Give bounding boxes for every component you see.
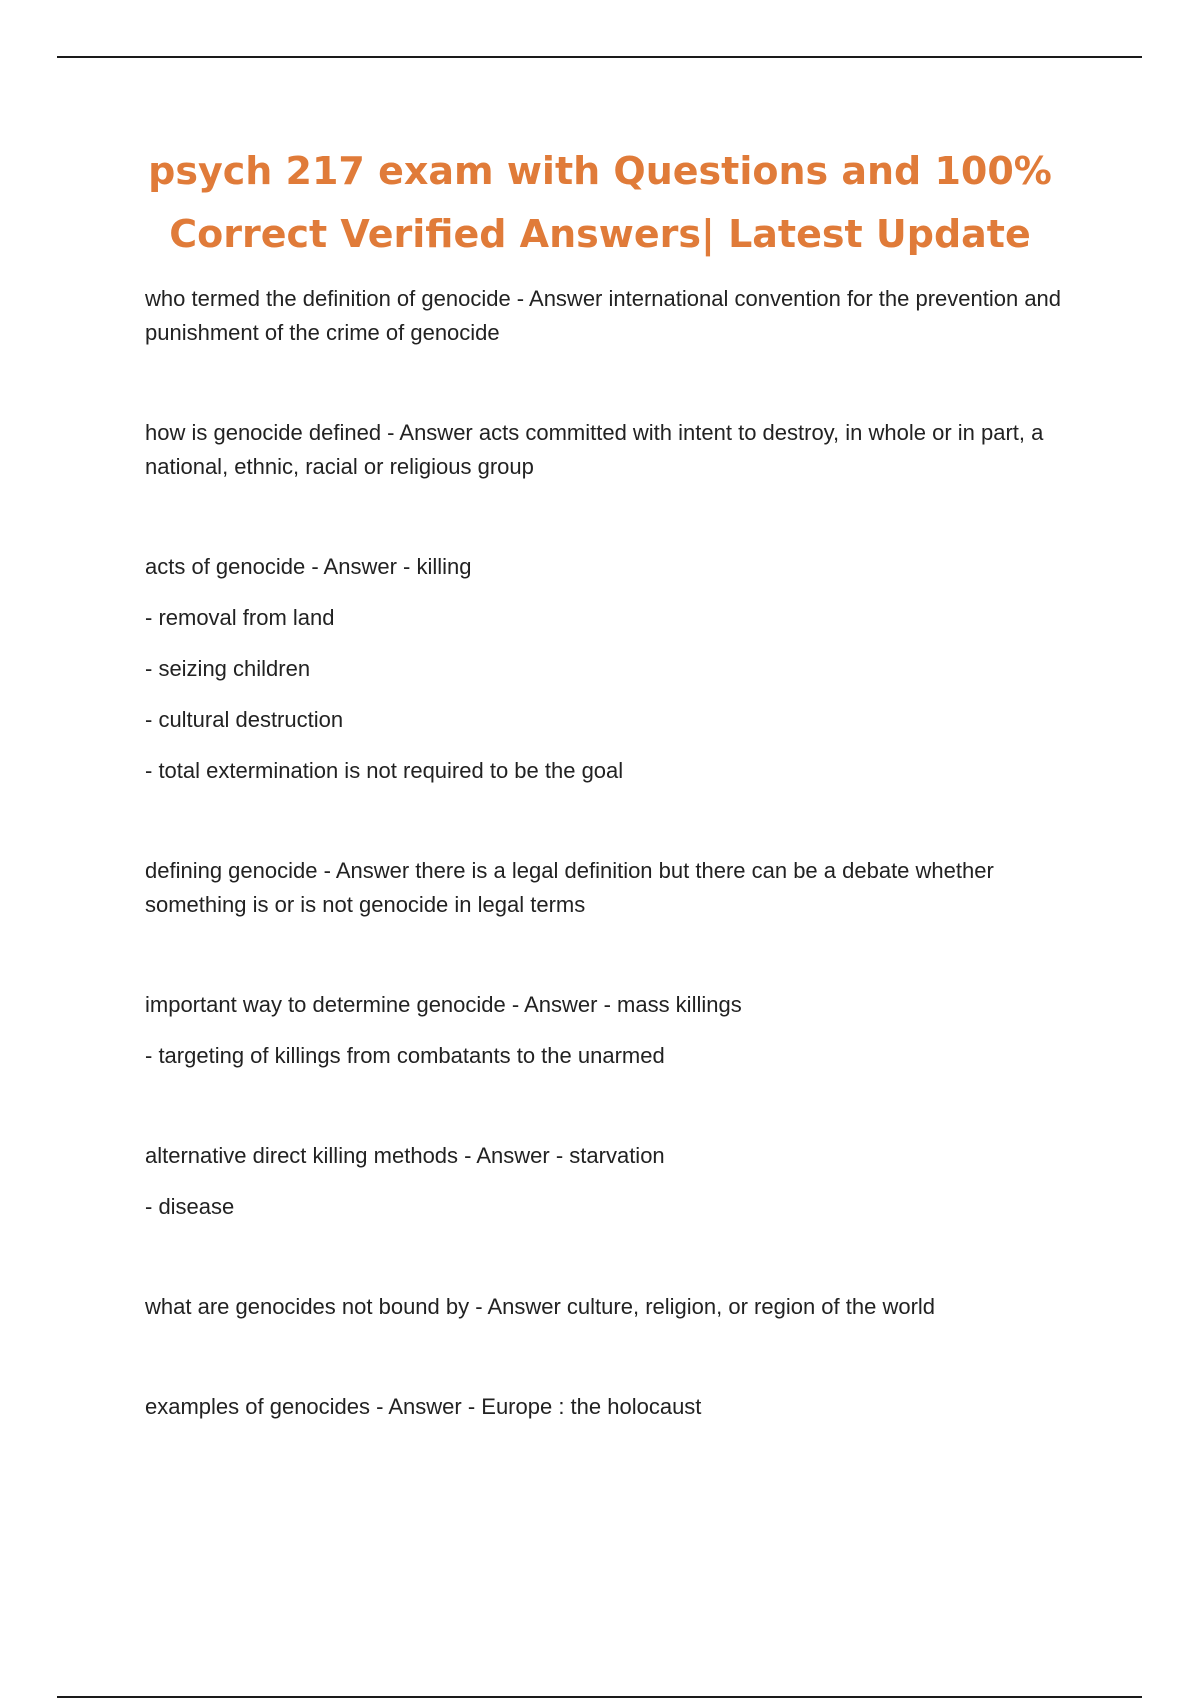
qa-list xyxy=(145,282,1095,1424)
qa-text: examples of genocides - Answer - Europe : the holocaust xyxy=(145,1394,702,1419)
qa-sub-item: - seizing children xyxy=(145,656,311,681)
qa-text: alternative direct killing methods - Answer - starvation xyxy=(145,1143,665,1168)
qa-sub-item: - targeting of killings from combatants to the unarmed xyxy=(145,1043,665,1068)
qa-entry xyxy=(145,1390,1095,1424)
qa-entry xyxy=(145,988,1095,1073)
qa-entry xyxy=(145,550,1095,788)
title-line-2: Correct Verified Answers| Latest Update xyxy=(169,212,1031,256)
qa-entry xyxy=(145,1139,1095,1224)
document-title xyxy=(100,140,1100,266)
qa-entry xyxy=(145,416,1095,484)
qa-text: acts of genocide - Answer - killing xyxy=(145,554,472,579)
qa-sub-item: - cultural destruction xyxy=(145,707,344,732)
title-line-1: psych 217 exam with Questions and 100% xyxy=(148,149,1052,193)
qa-text: defining genocide - Answer there is a legal definition but there can be a debate whether something is or is not genocide in legal terms xyxy=(145,858,994,917)
qa-text: how is genocide defined - Answer acts committed with intent to destroy, in whole or in part, a national, ethnic, racial or religious group xyxy=(145,420,1044,479)
qa-text: important way to determine genocide - Answer - mass killings xyxy=(145,992,742,1017)
qa-sub-item: - removal from land xyxy=(145,605,335,630)
qa-entry xyxy=(145,282,1095,350)
qa-entry xyxy=(145,854,1095,922)
qa-sub-item: - disease xyxy=(145,1194,235,1219)
bottom-rule xyxy=(57,1696,1142,1698)
qa-text: what are genocides not bound by - Answer culture, religion, or region of the world xyxy=(145,1294,936,1319)
qa-sub-item: - total extermination is not required to be the goal xyxy=(145,758,624,783)
qa-text: who termed the definition of genocide - Answer international convention for the prevention and punishment of the crime of genocide xyxy=(145,286,1062,345)
qa-entry xyxy=(145,1290,1095,1324)
top-rule xyxy=(57,56,1142,58)
